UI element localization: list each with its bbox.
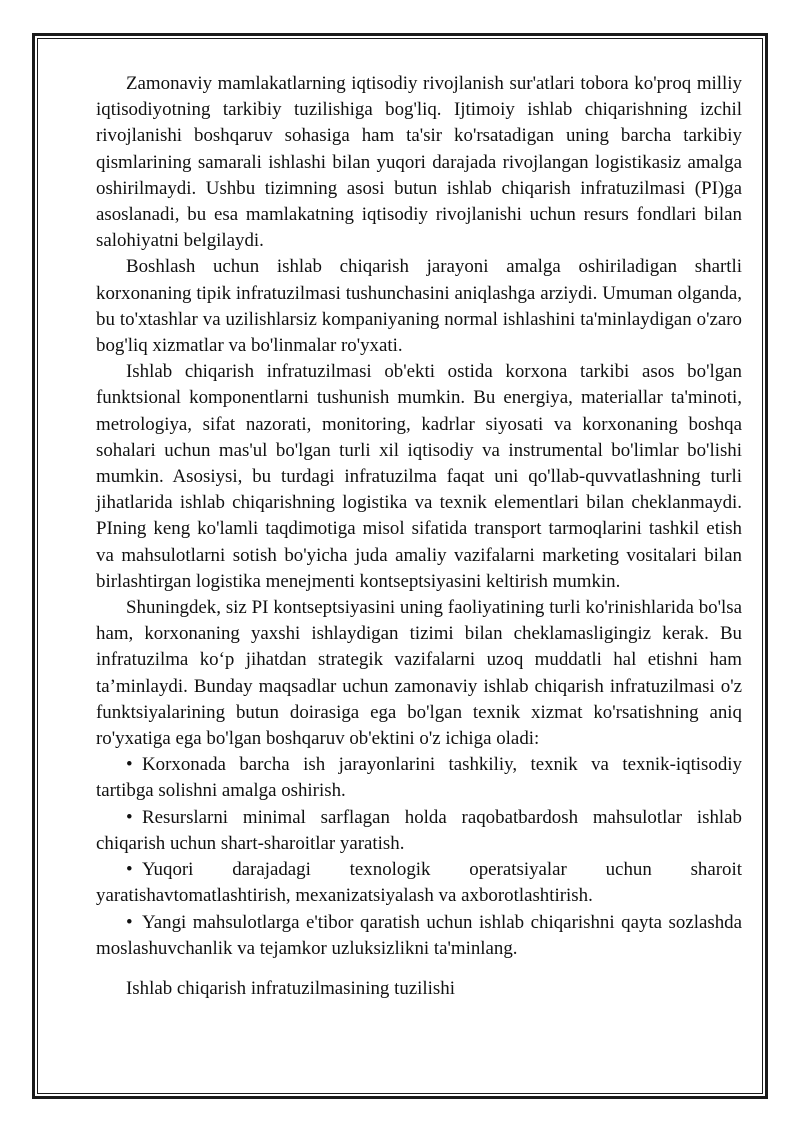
bullet-text: Resurslarni minimal sarflagan holda raqobatbardosh mahsulotlar ishlab chiqarish uchun shart-sharoitlar yaratish. [96, 806, 742, 854]
bullet-icon: • [126, 911, 133, 933]
bullet-item-3 [96, 857, 742, 909]
paragraph-2: Boshlash uchun ishlab chiqarish jarayoni amalga oshiriladigan shartli korxonaning tipik infratuzilmasi tushunchasini aniqlashga arziydi. Umuman olganda, bu to'xtashlar va uzilishlarsiz kompaniyaning normal ishlashini ta'minlaydigan o'zaro bog'liq xizmatlar va bo'linmalar ro'yxati. [96, 256, 742, 357]
bullet-icon: • [126, 754, 133, 776]
bullet-icon: • [126, 859, 133, 881]
bullet-text: Yuqori darajadagi texnologik operatsiyalar uchun sharoit yaratishavtomatlashtirish, mexanizatsiyalash va axborotlashtirish. [96, 859, 742, 907]
section-heading: Ishlab chiqarish infratuzilmasining tuzilishi [126, 977, 455, 999]
bullet-text: Korxonada barcha ish jarayonlarini tashkiliy, texnik va texnik-iqtisodiy tartibga solishni amalga oshirish. [96, 754, 742, 802]
paragraph-4: Shuningdek, siz PI kontseptsiyasini uning faoliyatining turli ko'rinishlarida bo'lsa ham, korxonaning yaxshi ishlaydigan tizimi bilan cheklamasligingiz kerak. Bu infratuzilma ko‘p jihatdan strategik vazifalarni uzoq muddatli hal etishni ham ta’minlaydi. Bunday maqsadlar uchun zamonaviy ishlab chiqarish infratuzilmasi o'z funktsiyalarining butun doirasiga ega bo'lgan texnik xizmat ko'rsatishning aniq ro'yxatiga ega bo'lgan boshqaruv ob'ektini o'z ichiga oladi: [96, 597, 742, 750]
bullet-icon: • [126, 806, 133, 828]
bullet-item-4 [96, 910, 742, 962]
bullet-item-2 [96, 805, 742, 857]
paragraph-3: Ishlab chiqarish infratuzilmasi ob'ekti ostida korxona tarkibi asos bo'lgan funktsional komponentlarni tushunish mumkin. Bu energiya, materiallar ta'minoti, metrologiya, sifat nazorati, monitoring, kadrlar siyosati va korxonaning boshqa sohalari uchun mas'ul bo'lgan turli xil iqtisodiy va instrumental bo'limlar bo'lishi mumkin. Asosiysi, bu turdagi infratuzilma faqat uni qo'llab-quvvatlashning turli jihatlarida ishlab chiqarishning logistika va texnik elementlari bilan cheklanmaydi. PIning keng ko'lamli taqdimotiga misol sifatida transport tarmoqlarini tashkil etish va mahsulotlarni sotish bo'yicha juda amaliy vazifalarni marketing vositalari bilan birlashtirgan logistika menejmenti kontseptsiyasini keltirish mumkin. [96, 361, 742, 592]
paragraph-1: Zamonaviy mamlakatlarning iqtisodiy rivojlanish sur'atlari tobora ko'proq milliy iqtisodiyotning tarkibiy tuzilishiga bog'liq. Ijtimoiy ishlab chiqarishning izchil rivojlanishi boshqaruv sohasiga ham ta'sir ko'rsatadigan uning barcha tarkibiy qismlarining samarali ishlashi bilan yuqori darajada rivojlangan logistikasiz amalga oshirilmaydi. Ushbu tizimning asosi butun ishlab chiqarish infratuzilmasi (PI)ga asoslanadi, bu esa mamlakatning iqtisodiy rivojlanishi uchun resurs fondlari bilan salohiyatni belgilaydi. [96, 73, 742, 252]
bullet-item-1 [96, 752, 742, 804]
document-body [96, 71, 742, 1002]
bullet-text: Yangi mahsulotlarga e'tibor qaratish uchun ishlab chiqarishni qayta sozlashda moslashuvchanlik va tejamkor uzluksizlikni ta'minlang. [96, 911, 742, 959]
